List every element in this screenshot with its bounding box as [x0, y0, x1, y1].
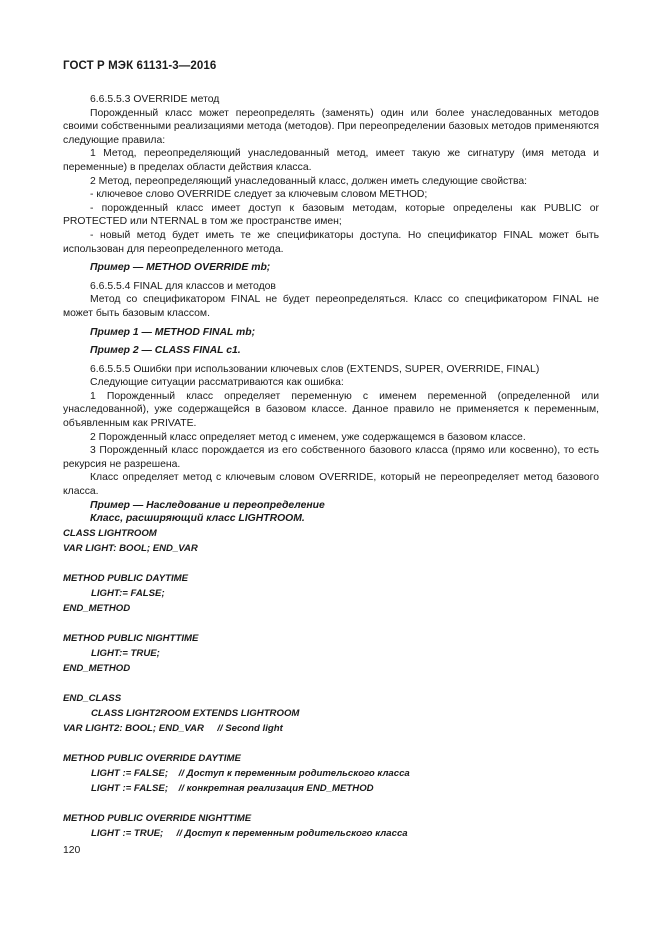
code-line: METHOD PUBLIC NIGHTTIME: [63, 633, 199, 644]
code-line: LIGHT:= TRUE;: [91, 648, 160, 659]
paragraph: Класс определяет метод с ключевым словом OVERRIDE, который не переопределяет метод базового класса.: [63, 472, 599, 498]
document-header: ГОСТ Р МЭК 61131-3—2016: [63, 60, 217, 72]
paragraph: 2 Метод, переопределяющий унаследованный класс, должен иметь следующие свойства:: [90, 175, 528, 187]
example: Пример 2 — CLASS FINAL c1.: [90, 345, 241, 357]
paragraph: 1 Порожденный класс определяет переменную с именем переменной (определенной или унаследованной), уже содержащейся в базовом классе. Данное правило не применяется к переменным, объявленным как PRIVATE.: [63, 390, 599, 430]
paragraph: Метод со спецификатором FINAL не будет переопределяться. Класс со спецификатором FINAL не может быть базовым классом.: [63, 294, 599, 319]
page-number: 120: [63, 845, 81, 856]
code-line: LIGHT := FALSE; // Доступ к переменным родительского класса: [91, 768, 410, 779]
code-blank: [63, 676, 410, 691]
code-line: LIGHT := TRUE; // Доступ к переменным родительского класса: [91, 828, 408, 839]
paragraph: Следующие ситуации рассматриваются как ошибка:: [90, 377, 344, 389]
paragraph: 2 Порожденный класс определяет метод с именем, уже содержащемся в базовом классе.: [90, 431, 526, 443]
paragraph: 6.6.5.5.3 OVERRIDE метод: [90, 94, 220, 105]
example: Класс, расширяющий класс LIGHTROOM.: [90, 513, 305, 525]
example: Пример 1 — METHOD FINAL mb;: [90, 326, 256, 338]
code-line: VAR LIGHT2: BOOL; END_VAR // Second light: [63, 723, 283, 734]
paragraph: 6.6.5.5.4 FINAL для классов и методов: [90, 280, 276, 292]
code-line: METHOD PUBLIC OVERRIDE DAYTIME: [63, 753, 241, 764]
example: Пример — Наследование и переопределение: [90, 499, 325, 511]
code-line: LIGHT:= FALSE;: [91, 588, 165, 599]
paragraph: 1 Метод, переопределяющий унаследованный метод, имеет такую же сигнатуру (имя метода и переменные) в пределах области действия класса.: [63, 148, 599, 173]
example: Пример — METHOD OVERRIDE mb;: [90, 262, 271, 274]
code-blank: [63, 616, 410, 631]
code-line: LIGHT := FALSE; // конкретная реализация END_METHOD: [91, 783, 374, 794]
code-line: VAR LIGHT: BOOL; END_VAR: [63, 543, 198, 554]
code-line: CLASS LIGHT2ROOM EXTENDS LIGHTROOM: [91, 708, 300, 719]
paragraph: - порожденный класс имеет доступ к базовым методам, которые определены как PUBLIC or PROTECTED или NTERNAL в том же пространстве имен;: [63, 202, 599, 228]
code-line: CLASS LIGHTROOM: [63, 528, 157, 539]
code-listing: [63, 526, 410, 841]
paragraph: - ключевое слово OVERRIDE следует за ключевым словом METHOD;: [90, 189, 428, 201]
code-blank: [63, 736, 410, 751]
paragraph: Порожденный класс может переопределять (заменять) один или более унаследованных методов своими собственными реализациями метода (методов). При переопределении базовых методов применяются следующие правила:: [63, 107, 599, 146]
code-line: END_METHOD: [63, 663, 131, 674]
document-body: [63, 93, 599, 526]
code-blank: [63, 796, 410, 811]
code-blank: [63, 556, 410, 571]
code-line: METHOD PUBLIC OVERRIDE NIGHTTIME: [63, 813, 252, 824]
code-line: END_METHOD: [63, 603, 131, 614]
code-line: METHOD PUBLIC DAYTIME: [63, 573, 189, 584]
paragraph: - новый метод будет иметь те же спецификаторы доступа. Но спецификатор FINAL может быть использован для переопределенного метода.: [63, 229, 599, 255]
paragraph: 6.6.5.5.5 Ошибки при использовании ключевых слов (EXTENDS, SUPER, OVERRIDE, FINAL): [90, 363, 540, 375]
code-line: END_CLASS: [63, 693, 122, 704]
paragraph: 3 Порожденный класс порождается из его собственного базового класса (прямо или косвенно), то есть рекурсия не разрешена.: [63, 445, 599, 470]
